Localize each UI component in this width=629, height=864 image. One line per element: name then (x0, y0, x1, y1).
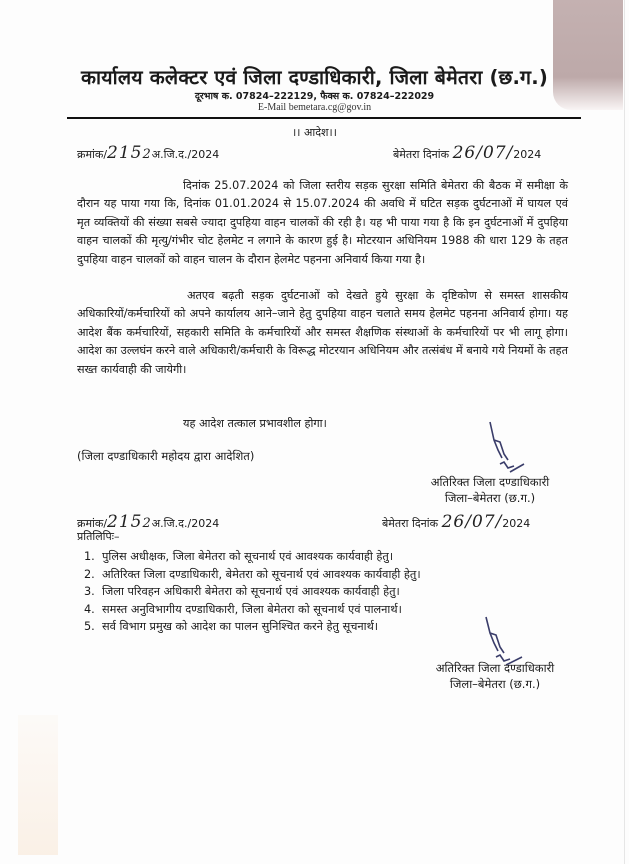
body-paragraph-3: यह आदेश तत्काल प्रभावशील होगा। (183, 417, 327, 430)
header-divider (67, 117, 581, 119)
signatory-designation: अतिरिक्त जिला दण्डाधिकारी (435, 661, 555, 675)
body-paragraph-1: दिनांक 25.07.2024 को जिला स्तरीय सड़क सुरक्षा समिति बेमेतरा की बैठक में समीक्षा के दौरान यह पाया गया कि, दिनांक 01.01.2024 से 15.07.2024 की अवधि में घटित सड़क दुर्घटनाओं में घायल एवं मृत व्यक्तियों की संख्या सबसे ज्यादा दुपहिया वाहन चालकों की रही है। यह भी पाया गया है कि इन दुर्घटनाओं में दुपहिया वाहन चालकों की मृत्यु/गंभीर चोट हेलमेट न लगाने के कारण हुई है। मोटरयान अधिनियम 1988 की धारा 129 के तहत दुपहिया वाहन चालकों को वाहन चालन के दौरान हेलमेट पहनना अनिवार्य किया गया है। (77, 179, 568, 266)
date-prefix: बेमेतरा दिनांक (382, 517, 439, 530)
list-item: 1. पुलिस अधीक्षक, जिला बेमेतरा को सूचनार्थ एवं आवश्यक कार्यवाही हेतु। (84, 550, 394, 563)
handwritten-number: 215 (107, 512, 143, 532)
contact-line: दूरभाष क. 07824–222129, फैक्स क. 07824–222029 (194, 91, 435, 102)
reference-date-2 (382, 512, 530, 532)
handwritten-number-suffix: 2 (142, 147, 152, 162)
reference-suffix: अ.जि.द./2024 (151, 517, 220, 530)
list-item: 5. सर्व विभाग प्रमुख को आदेश का पालन सुनिश्चित करने हेतु सूचनार्थ। (84, 620, 379, 633)
date-prefix: बेमेतरा दिनांक (393, 148, 450, 161)
ordered-by: (जिला दण्डाधिकारी महोदय द्वारा आदेशित) (77, 449, 255, 463)
body-paragraph-2: अतएव बढ़ती सड़क दुर्घटनाओं को देखते हुये सुरक्षा के दृष्टिकोण से समस्त शासकीय अधिकारियों/कर्मचारियों को अपने कार्यालय आने–जाने हेतु दुपहिया वाहन चलाते समय हेलमेट पहनना अनिवार्य होगा। यह आदेश बैंक कर्मचारियों, सहकारी समिति के कर्मचारियों और समस्त शैक्षणिक संस्थाओं के कर्मचारियों पर भी लागू होगा। आदेश का उल्लघंन करने वाले अधिकारी/कर्मचारी के विरूद्ध मोटरयान अधिनियम और तत्संबंध में बनाये गये नियमों के तहत सख्त कार्यवाही की जायेगी। (77, 289, 568, 376)
copy-to-list (84, 548, 421, 636)
reference-suffix: अ.जि.द./2024 (151, 148, 220, 161)
reference-date (393, 143, 541, 163)
list-item: 3. जिला परिवहन अधिकारी बेमेतरा को सूचनार्थ एवं आवश्यक कार्यवाही हेतु। (84, 585, 400, 598)
reference-prefix: क्रमांक/ (77, 517, 108, 530)
list-item: 4. समस्त अनुविभागीय दण्डाधिकारी, जिला बेमेतरा को सूचनार्थ एवं पालनार्थ। (84, 602, 402, 616)
order-heading: ।। आदेश।। (292, 126, 337, 139)
reference-number (77, 143, 219, 163)
email-line: E-Mail bemetara.cg@gov.in (257, 102, 372, 113)
reference-prefix: क्रमांक/ (77, 148, 108, 161)
signatory-location: जिला–बेमेतरा (छ.ग.) (444, 491, 536, 505)
date-year: 2024 (502, 517, 531, 530)
copy-to-label: प्रतिलिपिः– (77, 530, 120, 543)
handwritten-number-suffix: 2 (142, 516, 152, 531)
signature-block-1 (395, 474, 585, 506)
date-year: 2024 (513, 148, 542, 161)
paper-stain (18, 715, 58, 855)
handwritten-date: 26/07/ (441, 512, 503, 532)
handwritten-date: 26/07/ (452, 143, 514, 163)
signatory-location: जिला–बेमेतरा (छ.ग.) (449, 677, 541, 691)
signatory-designation: अतिरिक्त जिला दण्डाधिकारी (430, 475, 550, 489)
signature-icon (480, 420, 530, 480)
handwritten-number: 215 (107, 143, 143, 163)
list-item: 2. अतिरिक्त जिला दण्डाधिकारी, बेमेतरा को सूचनार्थ एवं आवश्यक कार्यवाही हेतु। (84, 567, 421, 581)
office-title: कार्यालय कलेक्टर एवं जिला दण्डाधिकारी, जिला बेमेतरा (छ.ग.) (81, 66, 548, 89)
signature-block-2 (400, 660, 590, 692)
